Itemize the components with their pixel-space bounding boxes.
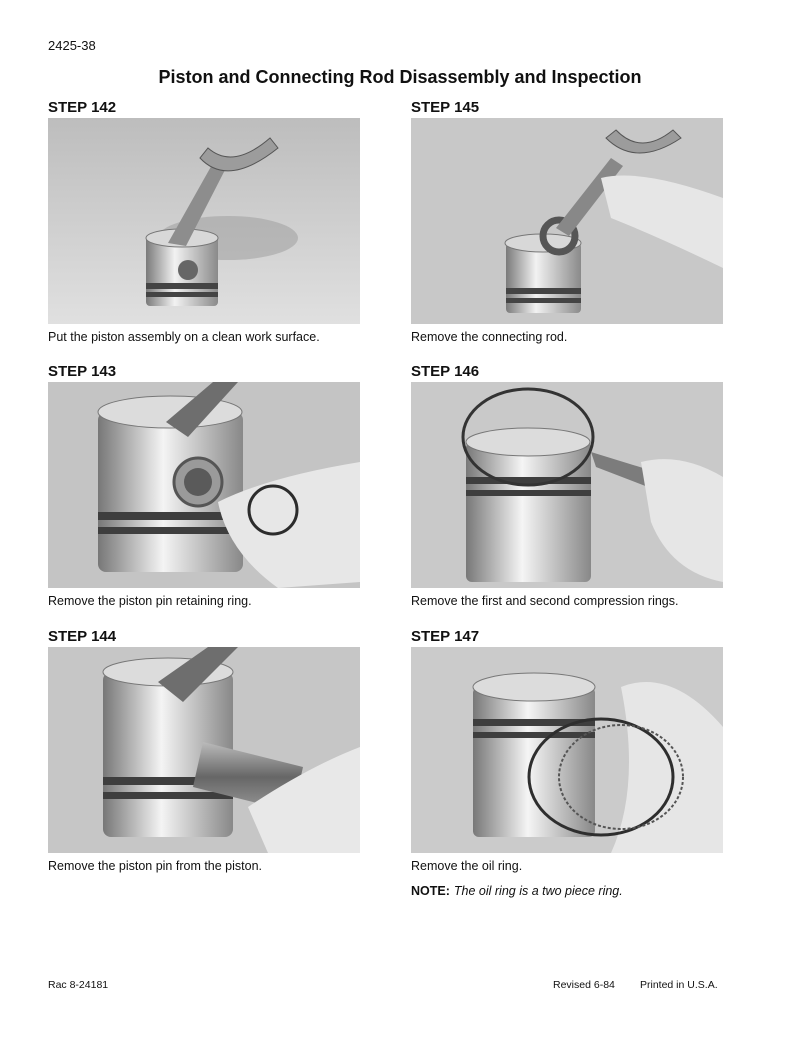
step-caption: Remove the connecting rod. [411, 330, 568, 344]
footer-printed: Printed in U.S.A. [640, 979, 718, 991]
step-caption: Put the piston assembly on a clean work surface. [48, 330, 320, 344]
footer-document-id: Rac 8-24181 [48, 979, 109, 991]
step-label: STEP 145 [411, 99, 480, 116]
step-caption: Remove the oil ring. [411, 859, 523, 873]
page-title: Piston and Connecting Rod Disassembly and Inspection [158, 67, 642, 87]
footer-revised: Revised 6-84 [553, 979, 615, 991]
note [411, 884, 623, 898]
step-label: STEP 142 [48, 99, 117, 116]
step-caption: Remove the piston pin from the piston. [48, 859, 263, 873]
step-145 [411, 98, 727, 344]
piston-rod-assembly-image [48, 118, 360, 324]
step-photo [48, 118, 360, 324]
note-label: NOTE: [411, 884, 450, 898]
step-label: STEP 143 [48, 363, 117, 380]
step-caption: Remove the piston pin retaining ring. [48, 594, 252, 608]
retaining-ring-removal-image [48, 382, 360, 588]
step-143 [48, 362, 364, 608]
piston-pin-removal-image [48, 647, 360, 853]
step-photo [411, 647, 723, 853]
page-number: 2425-38 [48, 38, 96, 53]
step-photo [411, 382, 723, 588]
step-label: STEP 144 [48, 628, 117, 645]
step-144 [48, 627, 364, 873]
step-label: STEP 146 [411, 363, 480, 380]
step-label: STEP 147 [411, 628, 480, 645]
compression-ring-removal-image [411, 382, 723, 588]
step-147 [411, 627, 727, 873]
note-text: The oil ring is a two piece ring. [453, 884, 623, 898]
connecting-rod-removal-image [411, 118, 723, 324]
step-photo [411, 118, 723, 324]
oil-ring-removal-image [411, 647, 723, 853]
step-photo [48, 382, 360, 588]
step-caption: Remove the first and second compression rings. [411, 594, 679, 608]
step-photo [48, 647, 360, 853]
step-142 [48, 98, 364, 344]
step-146 [411, 362, 727, 608]
